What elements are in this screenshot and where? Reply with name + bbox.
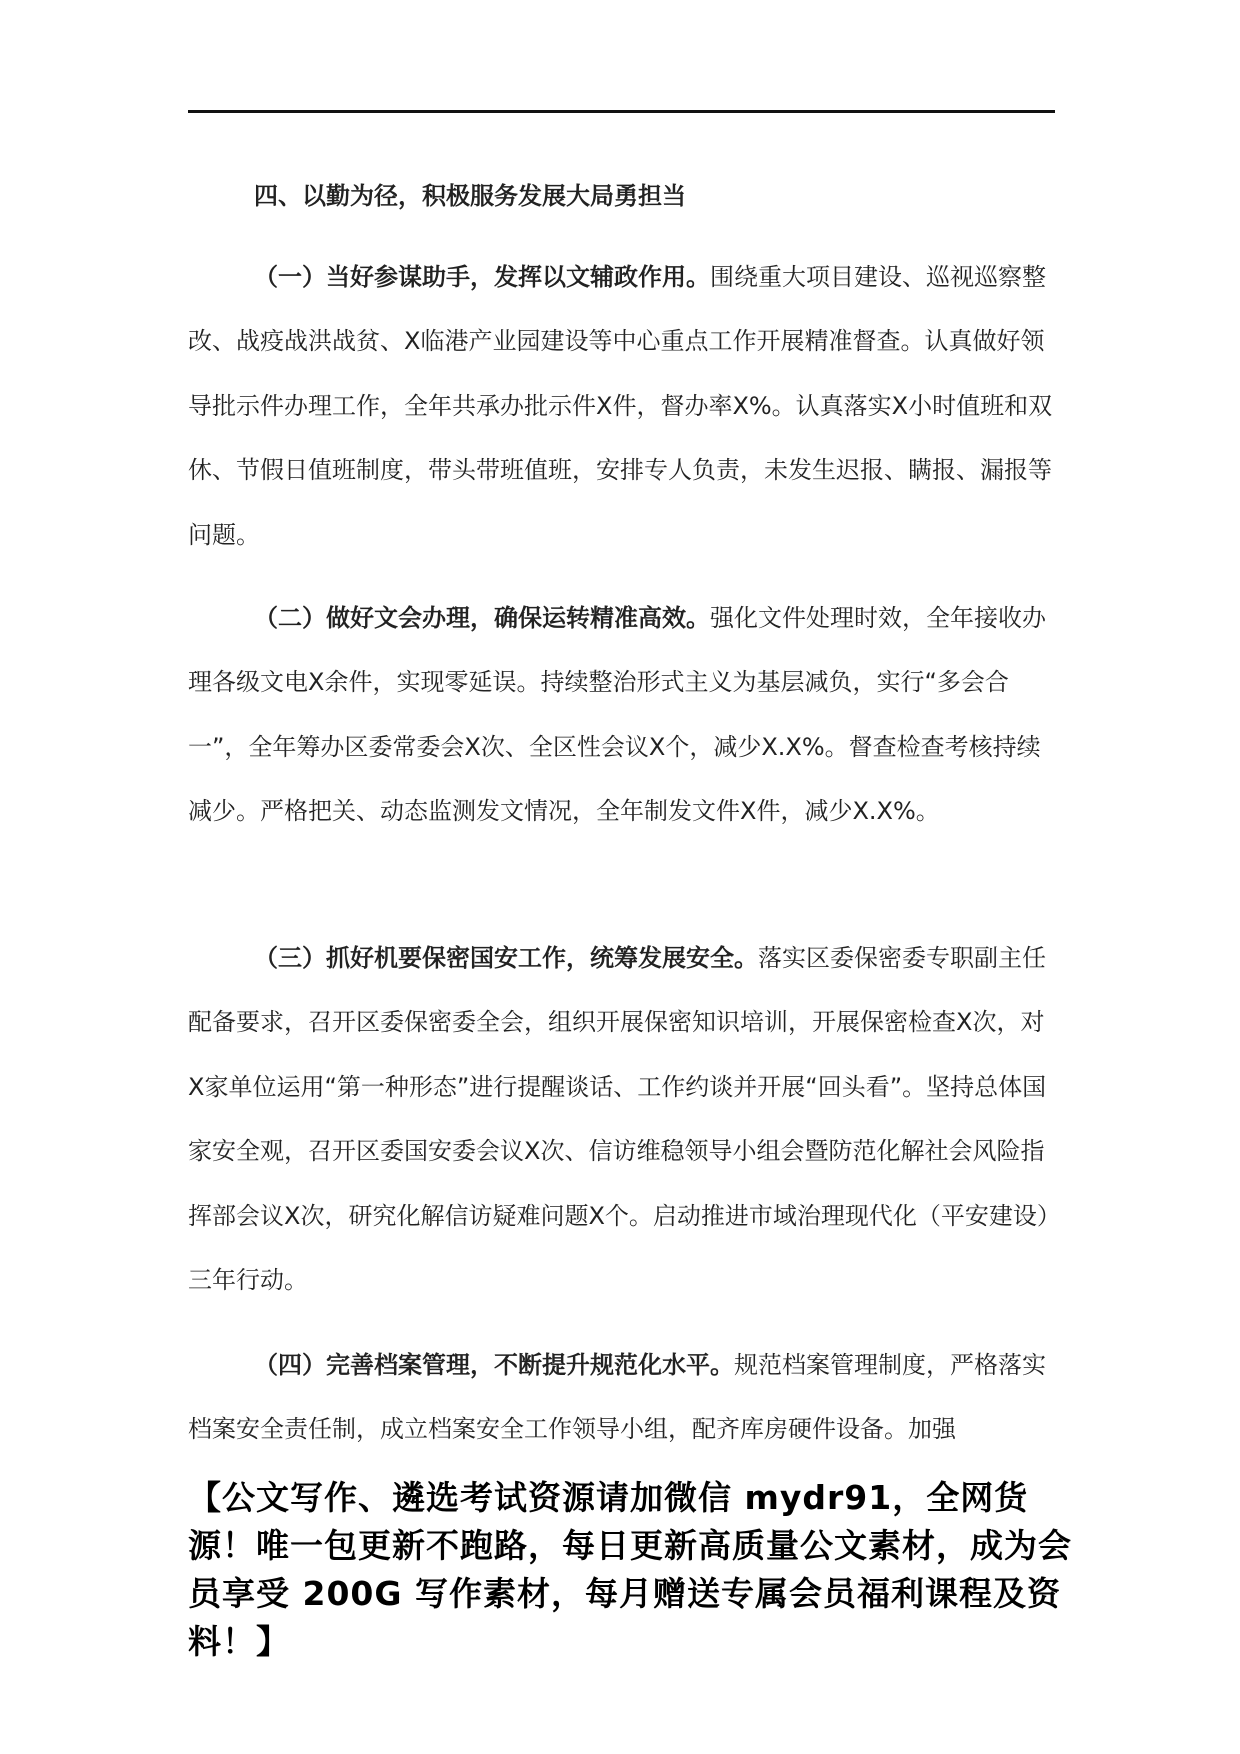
- paragraph-2-lead: （二）做好文会办理，确保运转精准高效。: [254, 604, 710, 632]
- section-heading: 四、以勤为径，积极服务发展大局勇担当: [254, 182, 686, 210]
- paragraph-2-body: 强化文件处理时效，全年接收办理各级文电X余件，实现零延误。持续整治形式主义为基层减负，实行“多会合一”，全年筹办区委常委会X次、全区性会议X个，减少X.X%。督查检查考核持续减少。严格把关、动态监测发文情况，全年制发文件X件，减少X.X%。: [188, 604, 1046, 826]
- promo-notice: 【公文写作、遴选考试资源请加微信 mydr91，全网货源！唯一包更新不跑路，每日更新高质量公文素材，成为会员享受 200G 写作素材，每月赠送专属会员福利课程及资料！】: [188, 1478, 1072, 1661]
- paragraph-3: [188, 926, 1054, 1312]
- paragraph-4-lead: （四）完善档案管理，不断提升规范化水平。: [254, 1351, 734, 1379]
- paragraph-1-body: 围绕重大项目建设、巡视巡察整改、战疫战洪战贫、X临港产业园建设等中心重点工作开展精准督查。认真做好领导批示件办理工作，全年共承办批示件X件，督办率X%。认真落实X小时值班和双休、节假日值班制度，带头带班值班，安排专人负责，未发生迟报、瞒报、漏报等问题。: [188, 263, 1053, 549]
- header-rule: [188, 110, 1055, 113]
- paragraph-3-lead: （三）抓好机要保密国安工作，统筹发展安全。: [254, 944, 758, 972]
- paragraph-4-body: 规范档案管理制度，严格落实档案安全责任制，成立档案安全工作领导小组，配齐库房硬件设备。加强: [188, 1351, 1046, 1444]
- paragraph-1: [188, 245, 1054, 567]
- paragraph-4: [188, 1333, 1054, 1462]
- paragraph-3-body: 落实区委保密委专职副主任配备要求，召开区委保密委全会，组织开展保密知识培训，开展保密检查X次，对X家单位运用“第一种形态”进行提醒谈话、工作约谈并开展“回头看”。坚持总体国家安全观，召开区委国安委会议X次、信访维稳领导小组会暨防范化解社会风险指挥部会议X次，研究化解信访疑难问题X个。启动推进市域治理现代化（平安建设）三年行动。: [188, 944, 1049, 1295]
- paragraph-1-lead: （一）当好参谋助手，发挥以文辅政作用。: [254, 263, 710, 291]
- paragraph-2: [188, 586, 1054, 844]
